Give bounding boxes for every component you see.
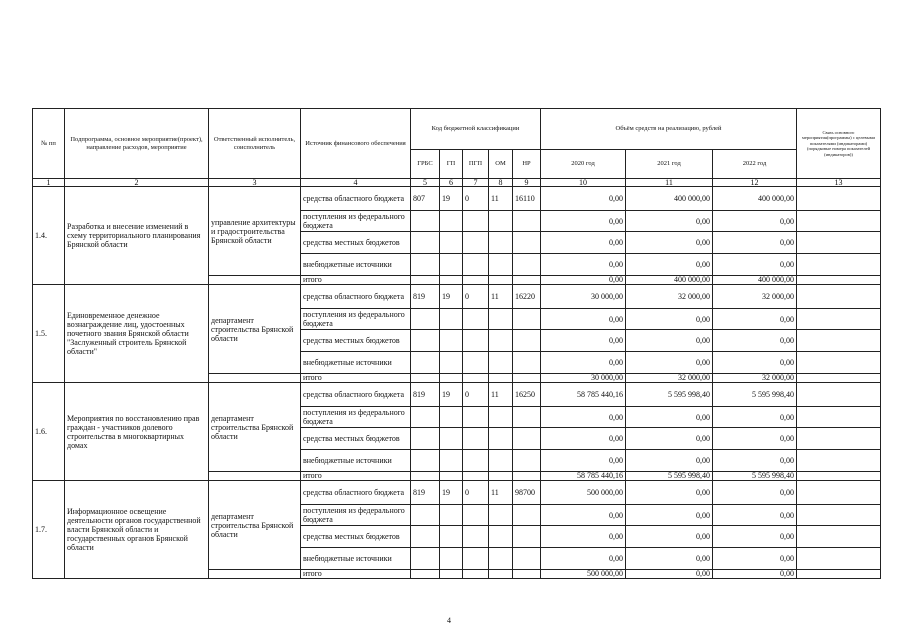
code-gp bbox=[440, 450, 463, 472]
amount-2021: 5 595 998,40 bbox=[626, 472, 713, 481]
code-pgp bbox=[463, 374, 489, 383]
amount-2021: 32 000,00 bbox=[626, 285, 713, 309]
code-om bbox=[489, 232, 513, 254]
measure-executor: департамент строительства Брянской области bbox=[209, 481, 301, 570]
column-number: 2 bbox=[65, 179, 209, 187]
code-gp bbox=[440, 428, 463, 450]
code-om bbox=[489, 211, 513, 232]
funding-source: средства областного бюджета bbox=[301, 187, 411, 211]
code-grbs bbox=[411, 450, 440, 472]
funding-source: итого bbox=[301, 374, 411, 383]
code-om bbox=[489, 450, 513, 472]
indicator-link bbox=[797, 285, 881, 309]
code-gp bbox=[440, 309, 463, 330]
table-row bbox=[33, 187, 881, 211]
amount-2021: 0,00 bbox=[626, 407, 713, 428]
header-code-pgp: ПГП bbox=[463, 150, 489, 179]
amount-2021: 0,00 bbox=[626, 481, 713, 505]
code-om bbox=[489, 374, 513, 383]
code-om bbox=[489, 330, 513, 352]
code-nr bbox=[513, 428, 541, 450]
header-year-2021: 2021 год bbox=[626, 150, 713, 179]
code-grbs bbox=[411, 352, 440, 374]
funding-source: итого bbox=[301, 570, 411, 579]
indicator-link bbox=[797, 309, 881, 330]
code-grbs bbox=[411, 211, 440, 232]
code-nr bbox=[513, 548, 541, 570]
amount-2021: 0,00 bbox=[626, 254, 713, 276]
amount-2020: 0,00 bbox=[541, 526, 626, 548]
amount-2022: 400 000,00 bbox=[713, 187, 797, 211]
funding-source: внебюджетные источники bbox=[301, 548, 411, 570]
funding-source: средства местных бюджетов bbox=[301, 428, 411, 450]
code-om: 11 bbox=[489, 187, 513, 211]
code-grbs bbox=[411, 276, 440, 285]
code-pgp bbox=[463, 548, 489, 570]
code-grbs bbox=[411, 232, 440, 254]
measure-title: Разработка и внесение изменений в схему территориального планирования Брянской области bbox=[65, 187, 209, 285]
code-nr bbox=[513, 450, 541, 472]
column-number: 4 bbox=[301, 179, 411, 187]
header-executor: Ответственный исполнитель, соисполнитель bbox=[209, 109, 301, 179]
amount-2022: 0,00 bbox=[713, 505, 797, 526]
code-grbs: 807 bbox=[411, 187, 440, 211]
indicator-link bbox=[797, 352, 881, 374]
column-number: 1 bbox=[33, 179, 65, 187]
code-om bbox=[489, 428, 513, 450]
header-code-gp: ГП bbox=[440, 150, 463, 179]
code-pgp bbox=[463, 526, 489, 548]
column-number: 9 bbox=[513, 179, 541, 187]
funding-source: средства областного бюджета bbox=[301, 481, 411, 505]
code-pgp bbox=[463, 232, 489, 254]
funding-source: итого bbox=[301, 472, 411, 481]
code-grbs bbox=[411, 407, 440, 428]
amount-2020: 0,00 bbox=[541, 548, 626, 570]
amount-2021: 0,00 bbox=[626, 428, 713, 450]
code-om: 11 bbox=[489, 285, 513, 309]
amount-2020: 0,00 bbox=[541, 428, 626, 450]
amount-2022: 5 595 998,40 bbox=[713, 472, 797, 481]
code-gp bbox=[440, 407, 463, 428]
indicator-link bbox=[797, 187, 881, 211]
column-number: 5 bbox=[411, 179, 440, 187]
amount-2021: 0,00 bbox=[626, 232, 713, 254]
code-nr bbox=[513, 374, 541, 383]
header-code-om: ОМ bbox=[489, 150, 513, 179]
code-om bbox=[489, 276, 513, 285]
amount-2022: 32 000,00 bbox=[713, 285, 797, 309]
column-number: 3 bbox=[209, 179, 301, 187]
code-gp bbox=[440, 254, 463, 276]
code-gp: 19 bbox=[440, 187, 463, 211]
code-nr bbox=[513, 254, 541, 276]
column-number: 10 bbox=[541, 179, 626, 187]
measure-number: 1.4. bbox=[33, 187, 65, 285]
header-year-2022: 2022 год bbox=[713, 150, 797, 179]
amount-2020: 0,00 bbox=[541, 254, 626, 276]
code-om bbox=[489, 254, 513, 276]
funding-source: средства местных бюджетов bbox=[301, 330, 411, 352]
amount-2020: 30 000,00 bbox=[541, 285, 626, 309]
code-pgp bbox=[463, 450, 489, 472]
amount-2021: 0,00 bbox=[626, 505, 713, 526]
measure-executor: департамент строительства Брянской области bbox=[209, 383, 301, 472]
funding-source: средства местных бюджетов bbox=[301, 232, 411, 254]
header-program: Подпрограмма, основное мероприятие(проект), направление расходов, мероприятие bbox=[65, 109, 209, 179]
amount-2021: 400 000,00 bbox=[626, 187, 713, 211]
code-om bbox=[489, 472, 513, 481]
code-gp bbox=[440, 526, 463, 548]
amount-2022: 0,00 bbox=[713, 254, 797, 276]
code-pgp bbox=[463, 352, 489, 374]
indicator-link bbox=[797, 407, 881, 428]
code-pgp bbox=[463, 330, 489, 352]
code-gp bbox=[440, 330, 463, 352]
code-pgp bbox=[463, 276, 489, 285]
executor-blank bbox=[209, 570, 301, 579]
code-grbs bbox=[411, 570, 440, 579]
amount-2020: 0,00 bbox=[541, 505, 626, 526]
code-gp: 19 bbox=[440, 285, 463, 309]
code-grbs bbox=[411, 472, 440, 481]
funding-source: поступления из федерального бюджета bbox=[301, 309, 411, 330]
amount-2020: 0,00 bbox=[541, 450, 626, 472]
amount-2022: 0,00 bbox=[713, 570, 797, 579]
header-link: Связь основного мероприятия(программы) с целевыми показателями (индикаторами) (порядковые номера показателей (индикаторов)) bbox=[797, 109, 881, 179]
header-source: Источник финансового обеспечения bbox=[301, 109, 411, 179]
column-number: 8 bbox=[489, 179, 513, 187]
code-nr bbox=[513, 309, 541, 330]
amount-2022: 400 000,00 bbox=[713, 276, 797, 285]
code-gp bbox=[440, 352, 463, 374]
code-pgp bbox=[463, 254, 489, 276]
code-om bbox=[489, 309, 513, 330]
column-number-row bbox=[33, 179, 881, 187]
measure-executor: управление архитектуры и градостроительства Брянской области bbox=[209, 187, 301, 276]
executor-blank bbox=[209, 374, 301, 383]
amount-2020: 58 785 440,16 bbox=[541, 383, 626, 407]
code-pgp bbox=[463, 472, 489, 481]
measure-number: 1.6. bbox=[33, 383, 65, 481]
code-pgp bbox=[463, 309, 489, 330]
funding-source: поступления из федерального бюджета bbox=[301, 211, 411, 232]
code-gp bbox=[440, 570, 463, 579]
code-grbs: 819 bbox=[411, 481, 440, 505]
measure-executor: департамент строительства Брянской области bbox=[209, 285, 301, 374]
amount-2020: 500 000,00 bbox=[541, 481, 626, 505]
header-num: № пп bbox=[33, 109, 65, 179]
indicator-link bbox=[797, 548, 881, 570]
indicator-link bbox=[797, 428, 881, 450]
code-nr bbox=[513, 352, 541, 374]
header-year-2020: 2020 год bbox=[541, 150, 626, 179]
header-codes-group: Код бюджетной классификации bbox=[411, 109, 541, 150]
executor-blank bbox=[209, 276, 301, 285]
amount-2021: 0,00 bbox=[626, 526, 713, 548]
code-gp: 19 bbox=[440, 383, 463, 407]
code-pgp bbox=[463, 570, 489, 579]
code-pgp: 0 bbox=[463, 383, 489, 407]
funding-source: итого bbox=[301, 276, 411, 285]
amount-2021: 0,00 bbox=[626, 309, 713, 330]
code-nr bbox=[513, 505, 541, 526]
amount-2022: 0,00 bbox=[713, 309, 797, 330]
amount-2022: 0,00 bbox=[713, 481, 797, 505]
code-nr bbox=[513, 472, 541, 481]
header-code-grbs: ГРБС bbox=[411, 150, 440, 179]
amount-2020: 500 000,00 bbox=[541, 570, 626, 579]
measure-number: 1.5. bbox=[33, 285, 65, 383]
code-gp bbox=[440, 211, 463, 232]
code-pgp: 0 bbox=[463, 481, 489, 505]
measure-title: Информационное освещение деятельности органов государственной власти Брянской области и государственных органов Брянской области bbox=[65, 481, 209, 579]
code-pgp bbox=[463, 505, 489, 526]
code-nr: 98700 bbox=[513, 481, 541, 505]
indicator-link bbox=[797, 526, 881, 548]
column-number: 13 bbox=[797, 179, 881, 187]
indicator-link bbox=[797, 276, 881, 285]
amount-2020: 0,00 bbox=[541, 309, 626, 330]
indicator-link bbox=[797, 505, 881, 526]
funding-source: поступления из федерального бюджета bbox=[301, 407, 411, 428]
amount-2022: 0,00 bbox=[713, 407, 797, 428]
indicator-link bbox=[797, 570, 881, 579]
measure-title: Мероприятия по восстановлению прав граждан - участников долевого строительства в многоквартирных домах bbox=[65, 383, 209, 481]
code-gp bbox=[440, 505, 463, 526]
amount-2020: 30 000,00 bbox=[541, 374, 626, 383]
amount-2022: 0,00 bbox=[713, 232, 797, 254]
amount-2020: 0,00 bbox=[541, 187, 626, 211]
code-nr bbox=[513, 232, 541, 254]
funding-source: средства местных бюджетов bbox=[301, 526, 411, 548]
indicator-link bbox=[797, 481, 881, 505]
column-number: 6 bbox=[440, 179, 463, 187]
funding-source: внебюджетные источники bbox=[301, 254, 411, 276]
code-nr bbox=[513, 526, 541, 548]
code-gp bbox=[440, 276, 463, 285]
code-grbs bbox=[411, 505, 440, 526]
amount-2020: 0,00 bbox=[541, 330, 626, 352]
code-gp bbox=[440, 548, 463, 570]
amount-2021: 5 595 998,40 bbox=[626, 383, 713, 407]
amount-2021: 0,00 bbox=[626, 450, 713, 472]
code-gp bbox=[440, 374, 463, 383]
code-pgp bbox=[463, 428, 489, 450]
table-row bbox=[33, 383, 881, 407]
code-grbs bbox=[411, 254, 440, 276]
indicator-link bbox=[797, 383, 881, 407]
column-number: 7 bbox=[463, 179, 489, 187]
funding-source: внебюджетные источники bbox=[301, 352, 411, 374]
header-code-nr: НР bbox=[513, 150, 541, 179]
code-nr: 16220 bbox=[513, 285, 541, 309]
amount-2022: 32 000,00 bbox=[713, 374, 797, 383]
amount-2022: 0,00 bbox=[713, 330, 797, 352]
code-om bbox=[489, 570, 513, 579]
funding-source: средства областного бюджета bbox=[301, 285, 411, 309]
code-om bbox=[489, 505, 513, 526]
amount-2021: 0,00 bbox=[626, 548, 713, 570]
code-gp bbox=[440, 472, 463, 481]
table-body bbox=[33, 179, 881, 579]
code-pgp bbox=[463, 407, 489, 428]
code-nr: 16250 bbox=[513, 383, 541, 407]
code-grbs: 819 bbox=[411, 285, 440, 309]
code-grbs bbox=[411, 374, 440, 383]
code-nr bbox=[513, 570, 541, 579]
code-grbs bbox=[411, 526, 440, 548]
funding-source: средства областного бюджета bbox=[301, 383, 411, 407]
code-pgp: 0 bbox=[463, 285, 489, 309]
code-grbs bbox=[411, 428, 440, 450]
amount-2021: 0,00 bbox=[626, 330, 713, 352]
table-row bbox=[33, 285, 881, 309]
amount-2022: 0,00 bbox=[713, 428, 797, 450]
funding-source: внебюджетные источники bbox=[301, 450, 411, 472]
indicator-link bbox=[797, 374, 881, 383]
code-grbs bbox=[411, 309, 440, 330]
amount-2022: 5 595 998,40 bbox=[713, 383, 797, 407]
amount-2021: 0,00 bbox=[626, 570, 713, 579]
amount-2022: 0,00 bbox=[713, 450, 797, 472]
code-om: 11 bbox=[489, 481, 513, 505]
code-nr bbox=[513, 211, 541, 232]
code-pgp: 0 bbox=[463, 187, 489, 211]
budget-table bbox=[32, 108, 881, 579]
amount-2020: 0,00 bbox=[541, 232, 626, 254]
code-om bbox=[489, 526, 513, 548]
column-number: 12 bbox=[713, 179, 797, 187]
code-grbs bbox=[411, 548, 440, 570]
amount-2020: 0,00 bbox=[541, 211, 626, 232]
amount-2022: 0,00 bbox=[713, 211, 797, 232]
indicator-link bbox=[797, 211, 881, 232]
code-nr bbox=[513, 276, 541, 285]
code-om bbox=[489, 407, 513, 428]
measure-number: 1.7. bbox=[33, 481, 65, 579]
indicator-link bbox=[797, 450, 881, 472]
amount-2020: 0,00 bbox=[541, 407, 626, 428]
amount-2021: 400 000,00 bbox=[626, 276, 713, 285]
measure-title: Единовременное денежное вознаграждение лиц, удостоенных почетного звания Брянской области "Заслуженный строитель Брянской области" bbox=[65, 285, 209, 383]
indicator-link bbox=[797, 330, 881, 352]
code-om: 11 bbox=[489, 383, 513, 407]
header-amounts-group: Объём средств на реализацию, рублей bbox=[541, 109, 797, 150]
code-pgp bbox=[463, 211, 489, 232]
code-om bbox=[489, 352, 513, 374]
table-row bbox=[33, 481, 881, 505]
code-nr bbox=[513, 407, 541, 428]
code-nr: 16110 bbox=[513, 187, 541, 211]
indicator-link bbox=[797, 472, 881, 481]
code-nr bbox=[513, 330, 541, 352]
amount-2021: 0,00 bbox=[626, 211, 713, 232]
code-grbs bbox=[411, 330, 440, 352]
column-number: 11 bbox=[626, 179, 713, 187]
amount-2022: 0,00 bbox=[713, 352, 797, 374]
code-grbs: 819 bbox=[411, 383, 440, 407]
amount-2020: 0,00 bbox=[541, 276, 626, 285]
amount-2022: 0,00 bbox=[713, 548, 797, 570]
code-gp bbox=[440, 232, 463, 254]
amount-2020: 0,00 bbox=[541, 352, 626, 374]
amount-2020: 58 785 440,16 bbox=[541, 472, 626, 481]
executor-blank bbox=[209, 472, 301, 481]
indicator-link bbox=[797, 254, 881, 276]
code-gp: 19 bbox=[440, 481, 463, 505]
code-om bbox=[489, 548, 513, 570]
indicator-link bbox=[797, 232, 881, 254]
funding-source: поступления из федерального бюджета bbox=[301, 505, 411, 526]
amount-2021: 32 000,00 bbox=[626, 374, 713, 383]
amount-2022: 0,00 bbox=[713, 526, 797, 548]
page-number: 4 bbox=[447, 616, 451, 625]
amount-2021: 0,00 bbox=[626, 352, 713, 374]
